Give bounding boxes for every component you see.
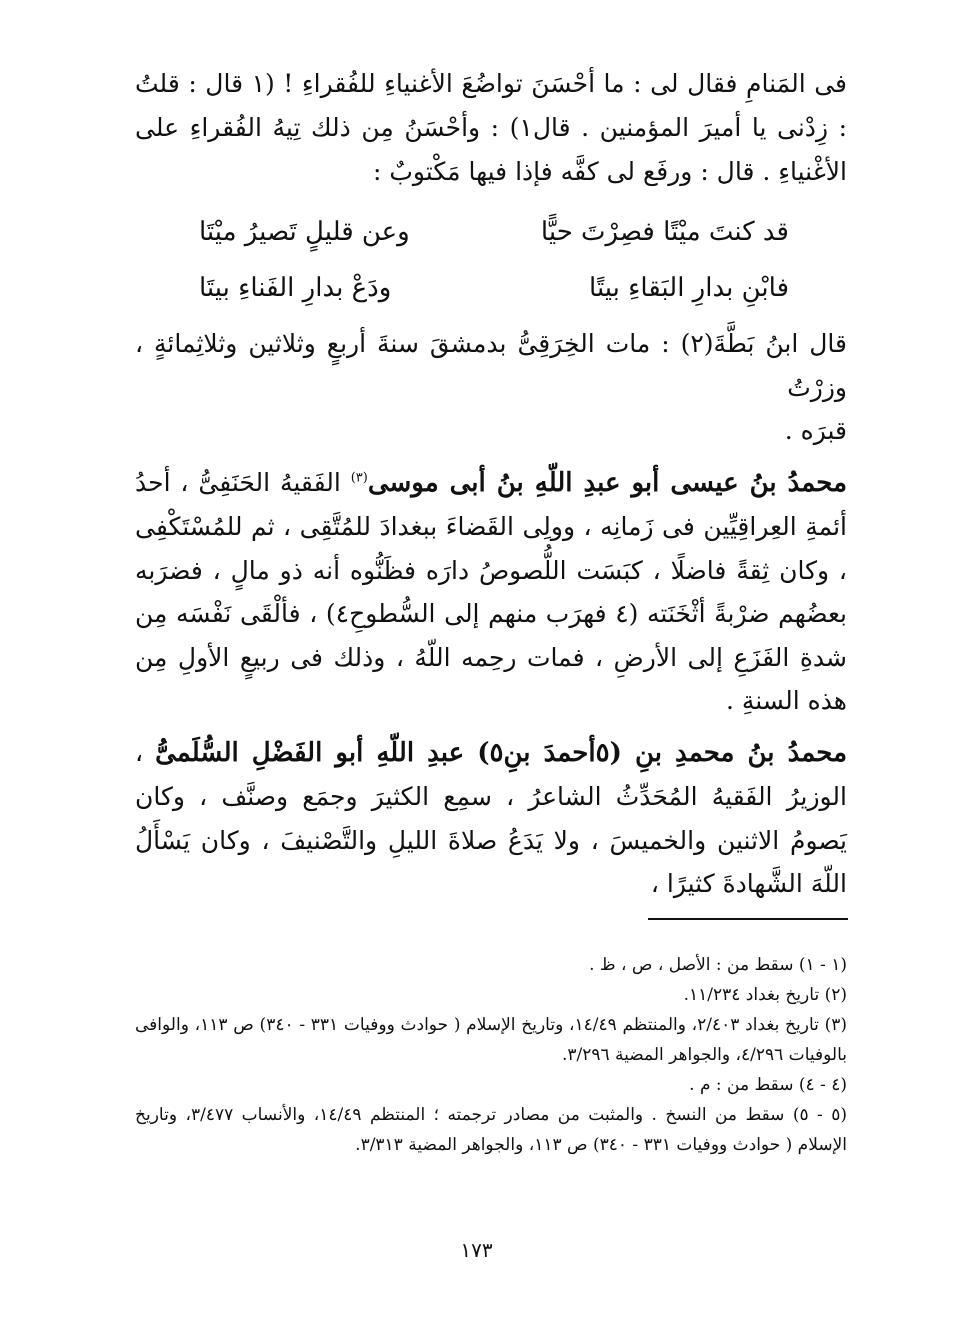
footnote-2: (٢) تاريخ بغداد ١١/٢٣٤.	[683, 985, 847, 1005]
footnote-divider	[648, 918, 848, 920]
footnote-5: (٥ - ٥) سقط من النسخ . والمثبت من مصادر ترجمته ؛ المنتظم ١٤/٤٩، والأنساب ٣/٤٧٧، وتاريخ الإسلام ( حوادث ووفيات ٣٣١ - ٣٤٠) ص ١١٣، والجواهر المضية ٣/٣١٣.	[135, 1105, 847, 1155]
page-number: ١٧٣	[460, 1238, 493, 1262]
footnote-4: (٤ - ٤) سقط من : م .	[689, 1075, 847, 1095]
biography-entry-1	[135, 461, 847, 723]
entry-2-name: محمدُ بنُ محمدِ بنِ (٥أحمدَ بنِ٥) عبدِ اللّهِ أبو الفَضْلِ السُّلَمىُّ	[155, 737, 848, 768]
poem-verse	[199, 260, 789, 316]
paragraph-1: فى المَنامِ فقال لى : ما أحْسَنَ تواضُعَ الأغنياءِ للفُقراءِ ! (١ قال : قلتُ : زِدْنى يا أميرَ المؤمنين . قال١) : وأحْسَنُ مِن ذلك تِيهُ الفُقراءِ على الأغْنياءِ . قال : ورفَع لى كفَّه فإذا فيها مَكْتوبٌ :	[135, 69, 847, 186]
paragraph-2	[135, 322, 847, 453]
entry-2-text: ، الوزيرُ الفَقيهُ المُحَدِّثُ الشاعرُ ، سمِع الكثيرَ وجمَع وصنَّف ، وكان يَصومُ الاثنين والخميسَ ، ولا يَدَعُ صلاةَ الليلِ والتَّصْنيفَ ، وكان يَسْأَلُ اللّهَ الشَّهادةَ كثيرًا ،	[135, 737, 847, 898]
verse-first-hemistich: قد كنتَ ميْتًا فصِرْتَ حيًّا	[540, 217, 789, 247]
verse-second-hemistich: وعن قليلٍ تَصيرُ ميْتَا	[199, 217, 410, 247]
footnote-3: (٣) تاريخ بغداد ٢/٤٠٣، والمنتظم ١٤/٤٩، وتاريخ الإسلام ( حوادث ووفيات ٣٣١ - ٣٤٠) ص ١١٣، والوافى بالوفيات ٤/٢٩٦، والجواهر المضية ٣/٢٩٦.	[135, 1015, 848, 1065]
main-text	[135, 62, 847, 906]
entry-1-text: الفَقيهُ الحَنَفِىُّ ، أحدُ أئمةِ العِراقِيِّين فى زَمانِه ، وولِى القَضاءَ ببغدادَ للمُتَّقِى ، ثم للمُسْتَكْفِى ، وكان ثِقةً فاضلًا ، كبَسَت اللُّصوصُ دارَه فظَنُّوه أنه ذو مالٍ ، فضرَبه بعضُهم ضرْبةً أثْخَنَته (٤ فهرَب منهم إلى السُّطوحِ٤) ، فألْقَى نَفْسَه مِن شدةِ الفَزَعِ إلى الأرضِ ، فمات رحِمه اللّهُ ، وذلك فى ربيعٍ الأولِ مِن هذه السنةِ .	[135, 467, 847, 715]
footnotes	[135, 950, 847, 1160]
verse-first-hemistich: فابْنِ بدارِ البَقاءِ بيتًا	[589, 273, 789, 303]
entry-1-name: محمدُ بنُ عيسى أبو عبدِ اللّهِ بنُ أبى موسى	[367, 467, 847, 498]
verse-second-hemistich: ودَعْ بدارِ الفَناءِ بيتَا	[199, 273, 392, 303]
poem-verse	[199, 204, 789, 260]
poem	[135, 204, 847, 316]
biography-entry-2	[135, 731, 847, 906]
footnote-ref-3: (٣)	[350, 470, 368, 486]
paragraph-2-tail: قبرَه .	[784, 416, 847, 445]
footnote-1: (١ - ١) سقط من : الأصل ، ص ، ظ .	[589, 955, 847, 975]
paragraph-2-text: قال ابنُ بَطَّةَ(٢) : مات الخِرَقِىُّ بدمشقَ سنةَ أربعٍ وثلاثين وثلاثِمائةٍ ، وزرْتُ	[135, 329, 847, 402]
